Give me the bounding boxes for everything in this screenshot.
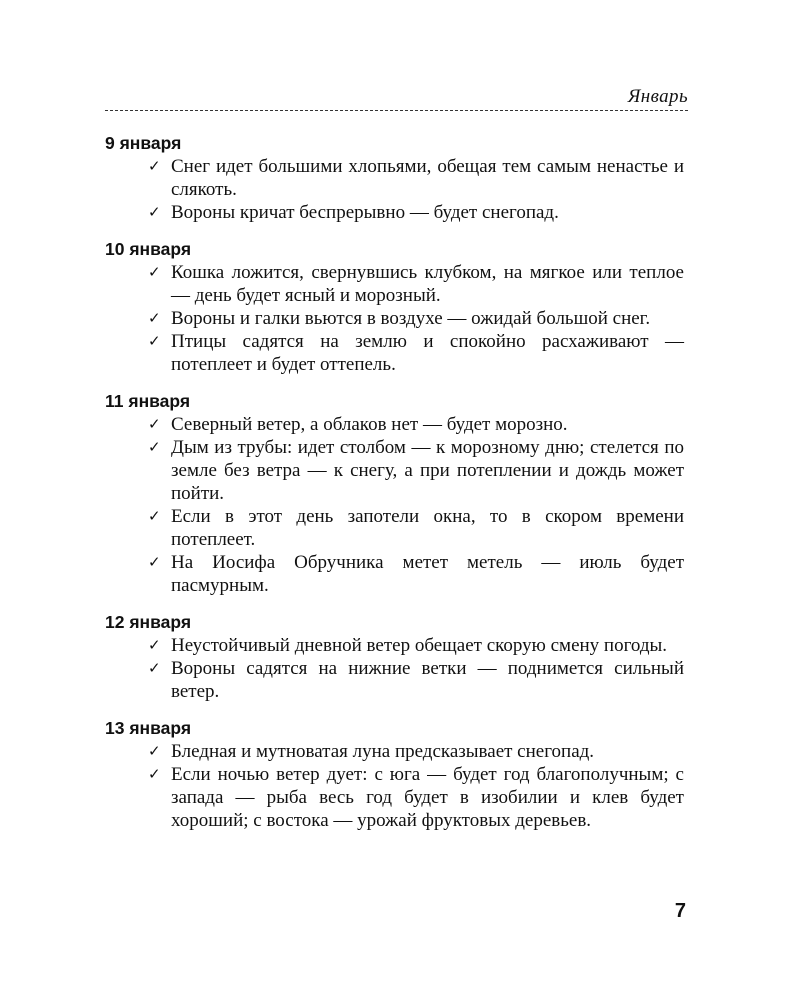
- section-jan-11: [105, 390, 684, 597]
- section-jan-13: [105, 717, 684, 832]
- sign-list: [105, 155, 684, 224]
- check-icon: ✓: [148, 659, 161, 677]
- page-number: 7: [674, 900, 686, 922]
- section-jan-12: [105, 611, 684, 703]
- running-head: Январь: [627, 86, 688, 107]
- check-icon: ✓: [148, 263, 161, 281]
- sign-list: [105, 261, 684, 376]
- item-text: Северный ветер, а облаков нет — будет морозно.: [171, 414, 568, 435]
- check-icon: ✓: [148, 438, 161, 456]
- item-text: На Иосифа Обручника метет метель — июль будет пасмурным.: [171, 552, 684, 596]
- item-text: Кошка ложится, свернувшись клубком, на мягкое или теплое — день будет ясный и морозный.: [171, 262, 684, 306]
- list-item: [105, 551, 684, 597]
- list-item: [105, 657, 684, 703]
- section-jan-10: [105, 238, 684, 376]
- section-date: 10 января: [105, 239, 192, 259]
- section-date: 13 января: [105, 718, 192, 738]
- check-icon: ✓: [148, 309, 161, 327]
- check-icon: ✓: [148, 765, 161, 783]
- item-text: Неустойчивый дневной ветер обещает скорую смену погоды.: [171, 635, 668, 656]
- list-item: [105, 330, 684, 376]
- item-text: Дым из трубы: идет столбом — к морозному дню; стелется по земле без ветра — к снегу, а при потеплении и дождь может пойти.: [171, 437, 684, 504]
- check-icon: ✓: [148, 157, 161, 175]
- dashed-rule: [105, 110, 688, 111]
- check-icon: ✓: [148, 332, 161, 350]
- item-text: Снег идет большими хлопьями, обещая тем самым ненастье и слякоть.: [171, 156, 684, 200]
- item-text: Бледная и мутноватая луна предсказывает снегопад.: [171, 741, 595, 762]
- list-item: [105, 634, 684, 657]
- check-icon: ✓: [148, 415, 161, 433]
- item-text: Вороны садятся на нижние ветки — поднимется сильный ветер.: [171, 658, 684, 702]
- item-text: Вороны кричат беспрерывно — будет снегопад.: [171, 202, 559, 223]
- check-icon: ✓: [148, 553, 161, 571]
- list-item: [105, 201, 684, 224]
- item-text: Если в этот день запотели окна, то в скором времени потеплеет.: [171, 506, 684, 550]
- page-content: [105, 132, 684, 846]
- list-item: [105, 505, 684, 551]
- check-icon: ✓: [148, 507, 161, 525]
- check-icon: ✓: [148, 742, 161, 760]
- section-jan-9: [105, 132, 684, 224]
- list-item: [105, 436, 684, 505]
- list-item: [105, 413, 684, 436]
- section-date: 11 января: [105, 391, 191, 411]
- section-date: 12 января: [105, 612, 192, 632]
- item-text: Птицы садятся на землю и спокойно расхаживают — потеплеет и будет оттепель.: [171, 331, 684, 375]
- check-icon: ✓: [148, 636, 161, 654]
- list-item: [105, 261, 684, 307]
- check-icon: ✓: [148, 203, 161, 221]
- list-item: [105, 740, 684, 763]
- item-text: Если ночью ветер дует: с юга — будет год благополучным; с запада — рыба весь год будет в изобилии и клев будет хороший; с востока — урожай фруктовых деревьев.: [171, 764, 684, 831]
- sign-list: [105, 740, 684, 832]
- list-item: [105, 155, 684, 201]
- list-item: [105, 307, 684, 330]
- list-item: [105, 763, 684, 832]
- item-text: Вороны и галки вьются в воздухе — ожидай большой снег.: [171, 308, 651, 329]
- section-date: 9 января: [105, 133, 182, 153]
- sign-list: [105, 634, 684, 703]
- sign-list: [105, 413, 684, 597]
